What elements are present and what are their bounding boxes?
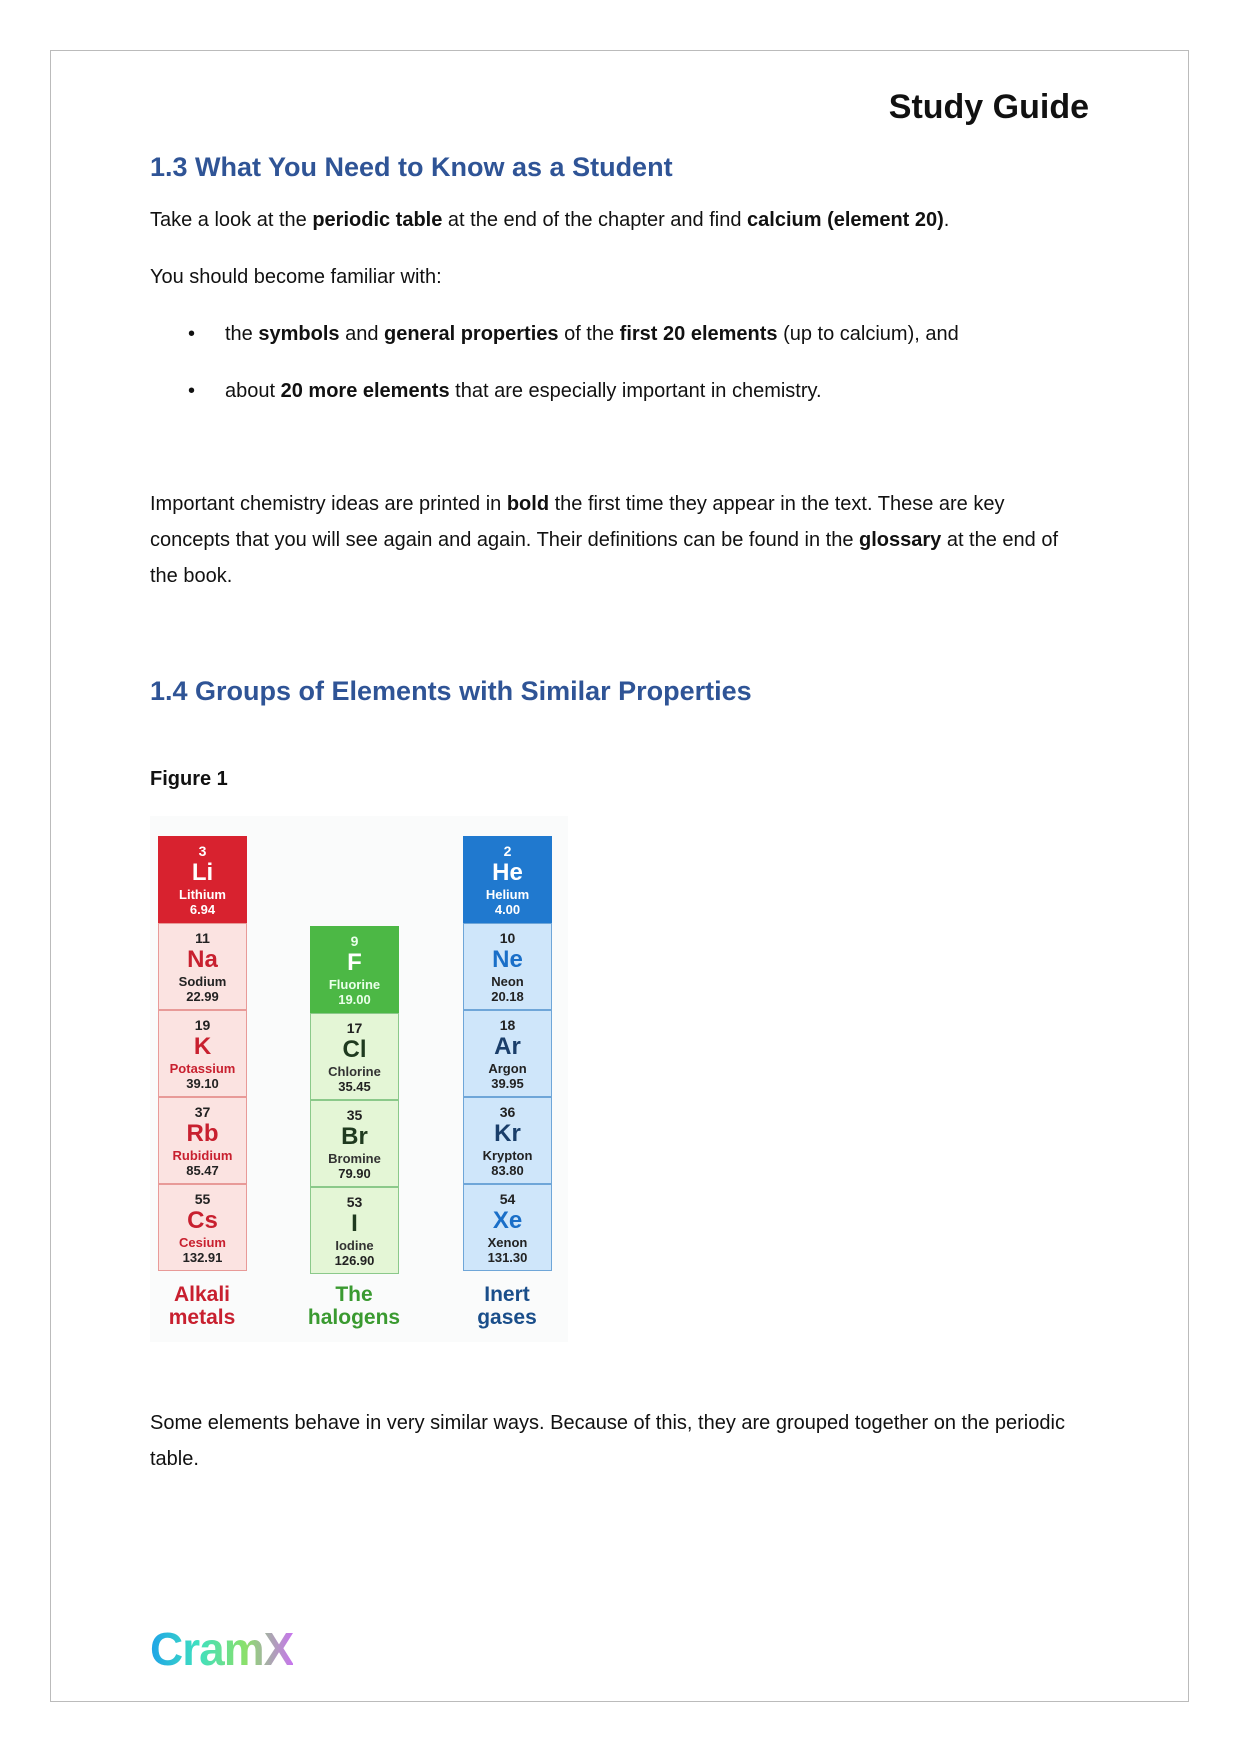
atomic-weight: 39.10 [186,1076,219,1091]
text-run: (up to calcium), and [777,323,959,345]
text-run: about [225,380,281,402]
element-symbol: Rb [186,1120,219,1147]
page-title: Study Guide [888,88,1089,126]
text-run: of the [558,323,620,345]
atomic-number: 19 [194,1017,211,1033]
bullet-item-first-20 [225,323,959,346]
element-cell-br [310,1100,399,1187]
element-symbol: Xe [492,1207,523,1234]
element-symbol: Ne [492,946,523,973]
bold-term: bold [506,493,550,515]
atomic-number: 2 [503,843,512,859]
element-name: Lithium [179,887,226,902]
group-label-line: metals [168,1306,236,1329]
cramx-logo: CramX [150,1623,294,1675]
bold-term: symbols [258,323,340,345]
atomic-number: 55 [194,1191,211,1207]
atomic-number: 35 [346,1107,363,1123]
atomic-weight: 85.47 [186,1163,219,1178]
atomic-weight: 20.18 [491,989,524,1004]
element-cell-xe [463,1184,552,1271]
element-name: Sodium [178,974,227,989]
element-cell-he [463,836,552,923]
section-heading-1-3: 1.3 What You Need to Know as a Student [150,152,673,182]
element-name: Cesium [179,1235,226,1250]
element-cell-kr [463,1097,552,1184]
element-cell-ne [463,923,552,1010]
group-label [437,1283,577,1329]
element-cell-ar [463,1010,552,1097]
element-cell-li [158,836,247,923]
element-symbol: Br [341,1123,368,1150]
element-symbol: Ar [494,1033,521,1060]
element-name: Potassium [169,1061,236,1076]
group-column [310,926,399,1274]
bold-term: glossary [859,529,942,551]
atomic-weight: 131.30 [487,1250,528,1265]
atomic-number: 36 [499,1104,516,1120]
atomic-number: 11 [195,930,210,946]
element-name: Rubidium [172,1148,233,1163]
element-name: Chlorine [328,1064,381,1079]
atomic-weight: 126.90 [334,1253,375,1268]
bold-term: calcium (element 20) [747,209,944,231]
bold-term: first 20 elements [619,323,778,345]
atomic-number: 9 [350,933,359,949]
atomic-number: 17 [346,1020,363,1036]
atomic-weight: 39.95 [491,1076,524,1091]
text-run: at the end of the chapter and find [442,209,748,231]
text-run: . [943,209,950,231]
atomic-weight: 19.00 [338,992,371,1007]
element-symbol: Na [187,946,218,973]
bullet-item-20-more [225,380,822,403]
text-run: at the end of the book. [150,529,1059,587]
paragraph-bold-ideas [150,486,1090,594]
element-symbol: He [492,859,523,886]
element-name: Iodine [335,1238,374,1253]
figure-label: Figure 1 [150,768,228,790]
element-cell-rb [158,1097,247,1184]
group-label-line: Inert [484,1283,530,1306]
atomic-weight: 83.80 [491,1163,524,1178]
bold-term: general properties [384,323,559,345]
group-label-line: halogens [307,1306,401,1329]
element-name: Fluorine [328,977,381,992]
element-symbol: K [193,1033,212,1060]
element-symbol: Kr [494,1120,521,1147]
group-label [132,1283,272,1329]
bold-term: 20 more elements [280,380,450,402]
text-run: that are especially important in chemistry. [449,380,822,402]
element-symbol: Cs [187,1207,218,1234]
element-name: Neon [491,974,524,989]
element-name: Helium [485,887,530,902]
element-symbol: I [351,1210,358,1237]
atomic-weight: 4.00 [494,902,521,917]
atomic-number: 10 [499,930,516,946]
element-cell-f [310,926,399,1013]
atomic-weight: 132.91 [182,1250,223,1265]
element-cell-cs [158,1184,247,1271]
group-label-line: The [335,1283,373,1306]
element-symbol: Cl [342,1036,367,1063]
atomic-number: 18 [499,1017,516,1033]
element-name: Xenon [487,1235,528,1250]
element-cell-k [158,1010,247,1097]
element-name: Argon [488,1061,527,1076]
atomic-weight: 6.94 [189,902,216,917]
element-symbol: F [347,949,362,976]
group-label-line: Alkali [173,1283,231,1306]
group-column [158,836,247,1271]
text-run: and [339,323,384,345]
text-run: Take a look at the [150,209,313,231]
element-name: Krypton [482,1148,533,1163]
text-run: the [225,323,259,345]
element-symbol: Li [191,859,214,886]
group-label [284,1283,424,1329]
paragraph-similar-ways: Some elements behave in very similar ways. Because of this, they are grouped together on the periodic table. [150,1412,1065,1470]
element-name: Bromine [328,1151,381,1166]
paragraph-familiar: You should become familiar with: [150,266,442,288]
atomic-number: 37 [194,1104,211,1120]
atomic-number: 3 [198,843,207,859]
element-cell-na [158,923,247,1010]
atomic-number: 53 [346,1194,363,1210]
bullet-marker: • [188,323,196,345]
text-run: the first time they appear in the text. These are key concepts that you will see again and again. Their definitions can be found in the [150,493,1005,551]
group-label-line: gases [477,1306,537,1329]
element-cell-i [310,1187,399,1274]
bold-term: periodic table [312,209,443,231]
bullet-marker: • [188,380,196,402]
section-heading-1-4: 1.4 Groups of Elements with Similar Properties [150,676,752,706]
element-cell-cl [310,1013,399,1100]
atomic-number: 54 [499,1191,516,1207]
atomic-weight: 22.99 [186,989,219,1004]
group-column [463,836,552,1271]
text-run: Important chemistry ideas are printed in [150,493,507,515]
atomic-weight: 35.45 [338,1079,371,1094]
paragraph-periodic-table [150,202,1090,238]
atomic-weight: 79.90 [338,1166,371,1181]
